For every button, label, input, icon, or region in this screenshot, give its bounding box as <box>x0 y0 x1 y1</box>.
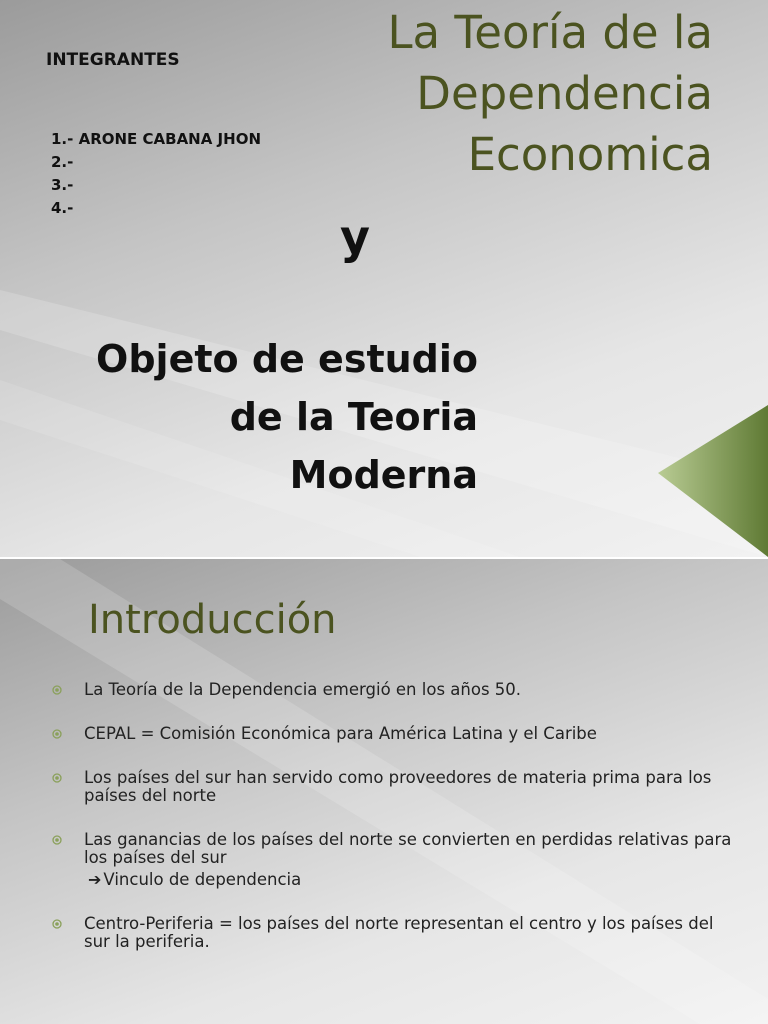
bullet-list <box>52 681 732 977</box>
presentation-title <box>283 2 713 185</box>
circle-bullet-icon <box>52 729 62 739</box>
member-item: 3.- <box>51 176 74 194</box>
bullet-text: Centro-Periferia = los países del norte representan el centro y los países del sur la periferia. <box>84 914 714 951</box>
circle-bullet-icon <box>52 835 62 845</box>
subtitle-line: Moderna <box>289 453 478 497</box>
bullet-item <box>52 915 732 951</box>
member-item: 4.- <box>51 199 74 217</box>
bullet-item <box>52 725 732 743</box>
bullet-text: Las ganancias de los países del norte se convierten en perdidas relativas para los países del sur <box>84 830 732 867</box>
sub-point-text: Vinculo de dependencia <box>103 870 302 889</box>
circle-bullet-icon <box>52 919 62 929</box>
integrantes-heading: INTEGRANTES <box>46 50 180 70</box>
right-arrow-icon: ➔ <box>88 870 102 889</box>
sub-point <box>84 871 732 889</box>
bullet-text: CEPAL = Comisión Económica para América Latina y el Caribe <box>84 724 597 743</box>
introduccion-title: Introducción <box>88 597 337 643</box>
bullet-item <box>52 769 732 805</box>
member-list <box>51 128 261 220</box>
bullet-text: La Teoría de la Dependencia emergió en los años 50. <box>84 680 522 699</box>
conjunction-text: y <box>340 210 370 264</box>
green-triangle-accent <box>658 405 768 557</box>
title-line: Dependencia <box>416 67 713 120</box>
bullet-item <box>52 831 732 889</box>
title-line: La Teoría de la <box>387 6 713 59</box>
member-item: 1.- ARONE CABANA JHON <box>51 130 261 148</box>
bullet-item <box>52 681 732 699</box>
bullet-text: Los países del sur han servido como proveedores de materia prima para los países del norte <box>84 768 712 805</box>
subtitle-line: Objeto de estudio <box>96 337 478 381</box>
member-item: 2.- <box>51 153 74 171</box>
circle-bullet-icon <box>52 685 62 695</box>
subtitle-line: de la Teoria <box>229 395 478 439</box>
subtitle <box>40 330 478 504</box>
slide-introduccion <box>0 559 768 1024</box>
circle-bullet-icon <box>52 773 62 783</box>
title-line: Economica <box>467 128 713 181</box>
